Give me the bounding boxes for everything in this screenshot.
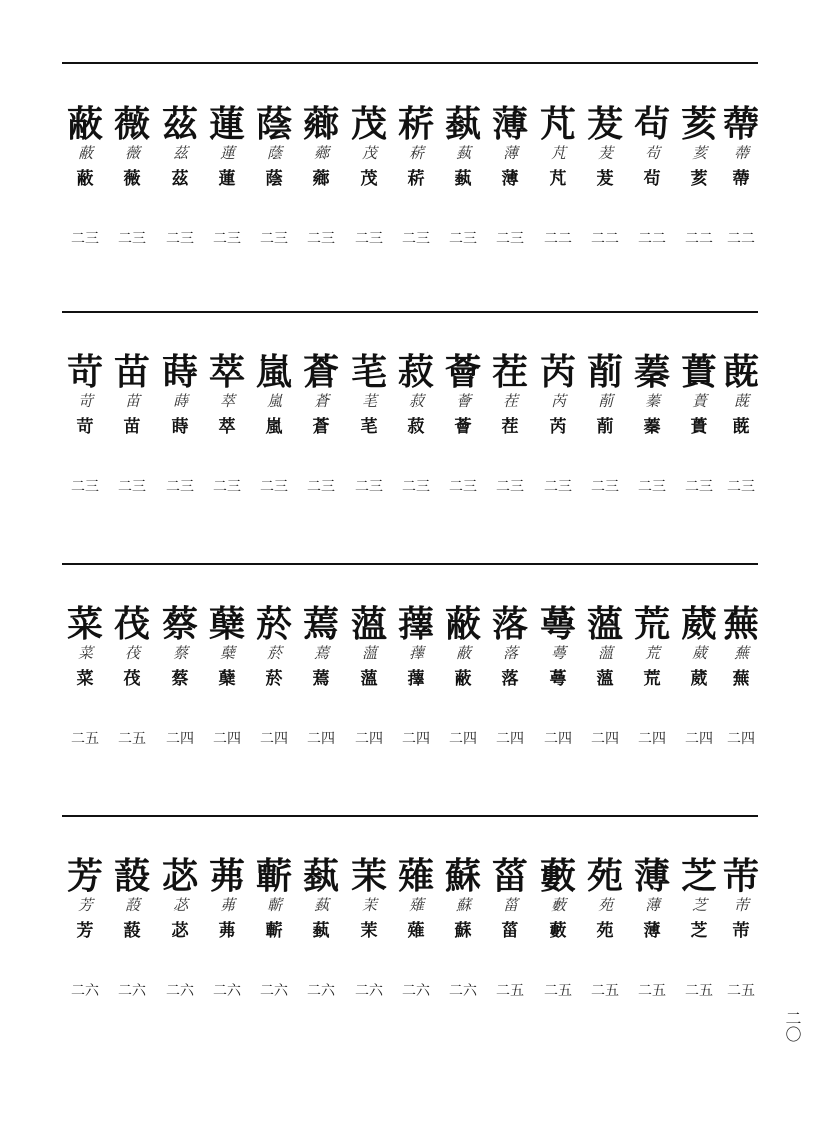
regular-script-character: 蔽: [454, 669, 472, 689]
index-number: 二三: [260, 479, 288, 495]
index-number: 二三: [118, 479, 146, 495]
seal-script-character: 蔕: [733, 144, 748, 162]
seal-script-character: 蘖: [219, 644, 234, 662]
seal-script-character: 蕢: [691, 392, 706, 410]
index-number: 二六: [213, 983, 241, 999]
main-character: 蓁: [633, 351, 670, 393]
seal-script-character: 蔎: [124, 896, 139, 914]
main-character: 菽: [397, 351, 434, 393]
index-number: 二六: [166, 983, 194, 999]
main-character: 薀: [586, 603, 623, 645]
main-character: 芳: [66, 855, 103, 897]
seal-script-character: 茉: [361, 896, 376, 914]
main-character: 薈: [444, 351, 481, 393]
main-character: 菥: [397, 103, 434, 145]
index-number: 二五: [544, 983, 572, 999]
regular-script-character: 蓺: [454, 169, 472, 189]
regular-script-character: 茀: [218, 921, 236, 941]
seal-script-character: 芝: [691, 896, 706, 914]
seal-script-character: 菥: [408, 144, 423, 162]
index-number: 二五: [591, 983, 619, 999]
regular-script-character: 蒔: [171, 417, 189, 437]
index-number: 二四: [355, 731, 383, 747]
main-character: 蘖: [208, 603, 245, 645]
main-character: 茍: [633, 103, 670, 145]
main-character: 茀: [208, 855, 245, 897]
seal-script-character: 苑: [597, 896, 612, 914]
index-number: 二四: [591, 731, 619, 747]
index-number: 二二: [685, 231, 713, 247]
main-character: 蕪: [722, 603, 759, 645]
regular-script-character: 蔽: [76, 169, 94, 189]
main-character: 蕢: [680, 351, 717, 393]
index-number: 二六: [402, 983, 430, 999]
index-number: 二三: [355, 231, 383, 247]
main-character: 萷: [586, 351, 623, 393]
regular-script-character: 芼: [360, 417, 378, 437]
main-character: 茷: [113, 603, 150, 645]
seal-script-character: 萷: [597, 392, 612, 410]
main-character: 葳: [680, 603, 717, 645]
seal-script-character: 蓺: [313, 896, 328, 914]
seal-script-character: 菸: [266, 644, 281, 662]
main-character: 嵐: [255, 351, 292, 393]
regular-script-character: 薀: [596, 669, 614, 689]
main-character: 蕚: [539, 603, 576, 645]
regular-script-character: 蒼: [312, 417, 330, 437]
main-character: 蒔: [161, 351, 198, 393]
regular-script-character: 荒: [643, 669, 661, 689]
main-character: 茂: [350, 103, 387, 145]
regular-script-character: 茉: [360, 921, 378, 941]
main-character: 落: [491, 603, 528, 645]
main-character: 萃: [208, 351, 245, 393]
regular-script-character: 茲: [171, 169, 189, 189]
regular-script-character: 苗: [123, 417, 141, 437]
regular-script-character: 薌: [312, 169, 330, 189]
index-number: 二三: [355, 479, 383, 495]
regular-script-character: 嵐: [265, 417, 283, 437]
seal-script-character: 薇: [124, 144, 139, 162]
character-section: [62, 104, 758, 264]
main-character: 茲: [161, 103, 198, 145]
seal-script-character: 葳: [691, 644, 706, 662]
regular-script-character: 苾: [171, 921, 189, 941]
main-character: 蓺: [302, 855, 339, 897]
main-character: 芮: [539, 351, 576, 393]
main-character: 薀: [350, 603, 387, 645]
index-number: 二六: [449, 983, 477, 999]
regular-script-character: 苑: [596, 921, 614, 941]
main-character: 茬: [491, 351, 528, 393]
seal-script-character: 蕪: [733, 644, 748, 662]
regular-script-character: 薄: [501, 169, 519, 189]
regular-script-character: 蘖: [218, 669, 236, 689]
index-number: 二三: [166, 231, 194, 247]
character-section: [62, 856, 758, 1016]
seal-script-character: 蔭: [266, 144, 281, 162]
regular-script-character: 蔡: [171, 669, 189, 689]
main-character: 茇: [586, 103, 623, 145]
main-character: 蔽: [66, 103, 103, 145]
index-number: 二六: [118, 983, 146, 999]
regular-script-character: 萷: [596, 417, 614, 437]
index-number: 二五: [496, 983, 524, 999]
regular-script-character: 茷: [123, 669, 141, 689]
regular-script-character: 蔇: [732, 417, 750, 437]
main-character: 藪: [539, 855, 576, 897]
regular-script-character: 薀: [360, 669, 378, 689]
index-number: 二四: [638, 731, 666, 747]
regular-script-character: 菥: [407, 169, 425, 189]
main-character: 蘇: [444, 855, 481, 897]
regular-script-character: 菽: [407, 417, 425, 437]
index-number: 二三: [213, 231, 241, 247]
main-character: 薇: [113, 103, 150, 145]
seal-script-character: 荒: [644, 644, 659, 662]
index-number: 二三: [685, 479, 713, 495]
regular-script-character: 蕚: [549, 669, 567, 689]
main-character: 蘄: [255, 855, 292, 897]
seal-script-character: 苗: [124, 392, 139, 410]
index-number: 二二: [727, 231, 755, 247]
regular-script-character: 蕪: [732, 669, 750, 689]
regular-script-character: 蔫: [312, 669, 330, 689]
index-number: 二五: [727, 983, 755, 999]
main-character: 菸: [255, 603, 292, 645]
seal-script-character: 嵐: [266, 392, 281, 410]
seal-script-character: 菑: [502, 896, 517, 914]
seal-script-character: 蘀: [408, 644, 423, 662]
regular-script-character: 蓮: [218, 169, 236, 189]
section-divider: [62, 311, 758, 313]
main-character: 芾: [722, 855, 759, 897]
index-number: 二四: [402, 731, 430, 747]
regular-script-character: 茇: [596, 169, 614, 189]
regular-script-character: 芾: [732, 921, 750, 941]
regular-script-character: 薈: [454, 417, 472, 437]
seal-script-character: 蓺: [455, 144, 470, 162]
seal-script-character: 薀: [597, 644, 612, 662]
main-character: 蔽: [444, 603, 481, 645]
index-number: 二四: [449, 731, 477, 747]
regular-script-character: 菑: [501, 921, 519, 941]
regular-script-character: 葳: [690, 669, 708, 689]
seal-script-character: 芳: [77, 896, 92, 914]
seal-script-character: 芮: [550, 392, 565, 410]
seal-script-character: 菽: [408, 392, 423, 410]
index-number: 二三: [307, 231, 335, 247]
section-divider-top: [62, 62, 758, 64]
regular-script-character: 芮: [549, 417, 567, 437]
seal-script-character: 苛: [77, 392, 92, 410]
index-number: 二五: [685, 983, 713, 999]
seal-script-character: 芾: [733, 896, 748, 914]
seal-script-character: 苾: [172, 896, 187, 914]
seal-script-character: 萃: [219, 392, 234, 410]
regular-script-character: 蓺: [312, 921, 330, 941]
regular-script-character: 茂: [360, 169, 378, 189]
regular-script-character: 萃: [218, 417, 236, 437]
seal-script-character: 蕚: [550, 644, 565, 662]
index-number: 二三: [449, 231, 477, 247]
index-number: 二四: [496, 731, 524, 747]
main-character: 芼: [350, 351, 387, 393]
main-character: 蔡: [161, 603, 198, 645]
index-number: 二三: [166, 479, 194, 495]
seal-script-character: 茍: [644, 144, 659, 162]
index-number: 二六: [260, 983, 288, 999]
index-number: 二三: [638, 479, 666, 495]
seal-script-character: 茂: [361, 144, 376, 162]
regular-script-character: 蔭: [265, 169, 283, 189]
seal-script-character: 芃: [550, 144, 565, 162]
regular-script-character: 藪: [549, 921, 567, 941]
index-number: 二五: [71, 731, 99, 747]
index-number: 二四: [260, 731, 288, 747]
index-number: 二三: [118, 231, 146, 247]
main-character: 茉: [350, 855, 387, 897]
seal-script-character: 藪: [550, 896, 565, 914]
seal-script-character: 茇: [597, 144, 612, 162]
main-character: 蘀: [397, 603, 434, 645]
index-number: 二三: [496, 231, 524, 247]
main-character: 荒: [633, 603, 670, 645]
seal-script-character: 蔡: [172, 644, 187, 662]
seal-script-character: 蔫: [313, 644, 328, 662]
regular-script-character: 薙: [407, 921, 425, 941]
main-character: 蔎: [113, 855, 150, 897]
index-number: 二六: [71, 983, 99, 999]
regular-script-character: 芝: [690, 921, 708, 941]
page-number: 二〇: [783, 1010, 802, 1042]
seal-script-character: 蒼: [313, 392, 328, 410]
index-number: 二三: [402, 479, 430, 495]
index-number: 二六: [307, 983, 335, 999]
regular-script-character: 蘇: [454, 921, 472, 941]
seal-script-character: 薙: [408, 896, 423, 914]
seal-script-character: 蔽: [455, 644, 470, 662]
regular-script-character: 芃: [549, 169, 567, 189]
seal-script-character: 蘇: [455, 896, 470, 914]
regular-script-character: 蔎: [123, 921, 141, 941]
regular-script-character: 荄: [690, 169, 708, 189]
regular-script-character: 苛: [76, 417, 94, 437]
regular-script-character: 蕢: [690, 417, 708, 437]
index-number: 二三: [260, 231, 288, 247]
main-character: 荄: [680, 103, 717, 145]
index-number: 二四: [307, 731, 335, 747]
section-divider: [62, 815, 758, 817]
seal-script-character: 蘄: [266, 896, 281, 914]
regular-script-character: 菜: [76, 669, 94, 689]
main-character: 苾: [161, 855, 198, 897]
seal-script-character: 落: [502, 644, 517, 662]
regular-script-character: 落: [501, 669, 519, 689]
character-section: [62, 604, 758, 764]
index-number: 二六: [355, 983, 383, 999]
index-number: 二三: [307, 479, 335, 495]
index-number: 二三: [402, 231, 430, 247]
index-number: 二三: [727, 479, 755, 495]
index-number: 二三: [213, 479, 241, 495]
regular-script-character: 茍: [643, 169, 661, 189]
index-number: 二四: [727, 731, 755, 747]
main-character: 菑: [491, 855, 528, 897]
regular-script-character: 芳: [76, 921, 94, 941]
main-character: 苛: [66, 351, 103, 393]
index-number: 二三: [449, 479, 477, 495]
seal-script-character: 薌: [313, 144, 328, 162]
regular-script-character: 薄: [643, 921, 661, 941]
seal-script-character: 薈: [455, 392, 470, 410]
index-number: 二三: [544, 479, 572, 495]
seal-script-character: 薄: [644, 896, 659, 914]
index-number: 二五: [118, 731, 146, 747]
regular-script-character: 蘀: [407, 669, 425, 689]
seal-script-character: 芼: [361, 392, 376, 410]
seal-script-character: 蓮: [219, 144, 234, 162]
main-character: 薌: [302, 103, 339, 145]
index-number: 二二: [638, 231, 666, 247]
regular-script-character: 蓁: [643, 417, 661, 437]
main-character: 芝: [680, 855, 717, 897]
index-number: 二二: [591, 231, 619, 247]
regular-script-character: 菸: [265, 669, 283, 689]
regular-script-character: 薇: [123, 169, 141, 189]
main-character: 薄: [633, 855, 670, 897]
regular-script-character: 蘄: [265, 921, 283, 941]
main-character: 蔫: [302, 603, 339, 645]
seal-script-character: 茬: [502, 392, 517, 410]
index-number: 二四: [166, 731, 194, 747]
main-character: 苑: [586, 855, 623, 897]
regular-script-character: 茬: [501, 417, 519, 437]
main-character: 菜: [66, 603, 103, 645]
section-divider: [62, 563, 758, 565]
main-character: 蔕: [722, 103, 759, 145]
character-section: [62, 352, 758, 512]
seal-script-character: 茷: [124, 644, 139, 662]
seal-script-character: 蓁: [644, 392, 659, 410]
main-character: 蔭: [255, 103, 292, 145]
regular-script-character: 蔕: [732, 169, 750, 189]
index-number: 二四: [213, 731, 241, 747]
index-number: 二四: [685, 731, 713, 747]
seal-script-character: 蒔: [172, 392, 187, 410]
main-character: 芃: [539, 103, 576, 145]
main-character: 苗: [113, 351, 150, 393]
index-number: 二五: [638, 983, 666, 999]
seal-script-character: 蔽: [77, 144, 92, 162]
seal-script-character: 菜: [77, 644, 92, 662]
index-number: 二二: [544, 231, 572, 247]
main-character: 蒼: [302, 351, 339, 393]
main-character: 蓮: [208, 103, 245, 145]
seal-script-character: 薄: [502, 144, 517, 162]
seal-script-character: 蔇: [733, 392, 748, 410]
seal-script-character: 薀: [361, 644, 376, 662]
seal-script-character: 茲: [172, 144, 187, 162]
seal-script-character: 荄: [691, 144, 706, 162]
index-number: 二三: [71, 479, 99, 495]
main-character: 蔇: [722, 351, 759, 393]
seal-script-character: 茀: [219, 896, 234, 914]
index-number: 二三: [71, 231, 99, 247]
index-number: 二四: [544, 731, 572, 747]
main-character: 薄: [491, 103, 528, 145]
index-number: 二三: [591, 479, 619, 495]
main-character: 薙: [397, 855, 434, 897]
main-character: 蓺: [444, 103, 481, 145]
index-number: 二三: [496, 479, 524, 495]
